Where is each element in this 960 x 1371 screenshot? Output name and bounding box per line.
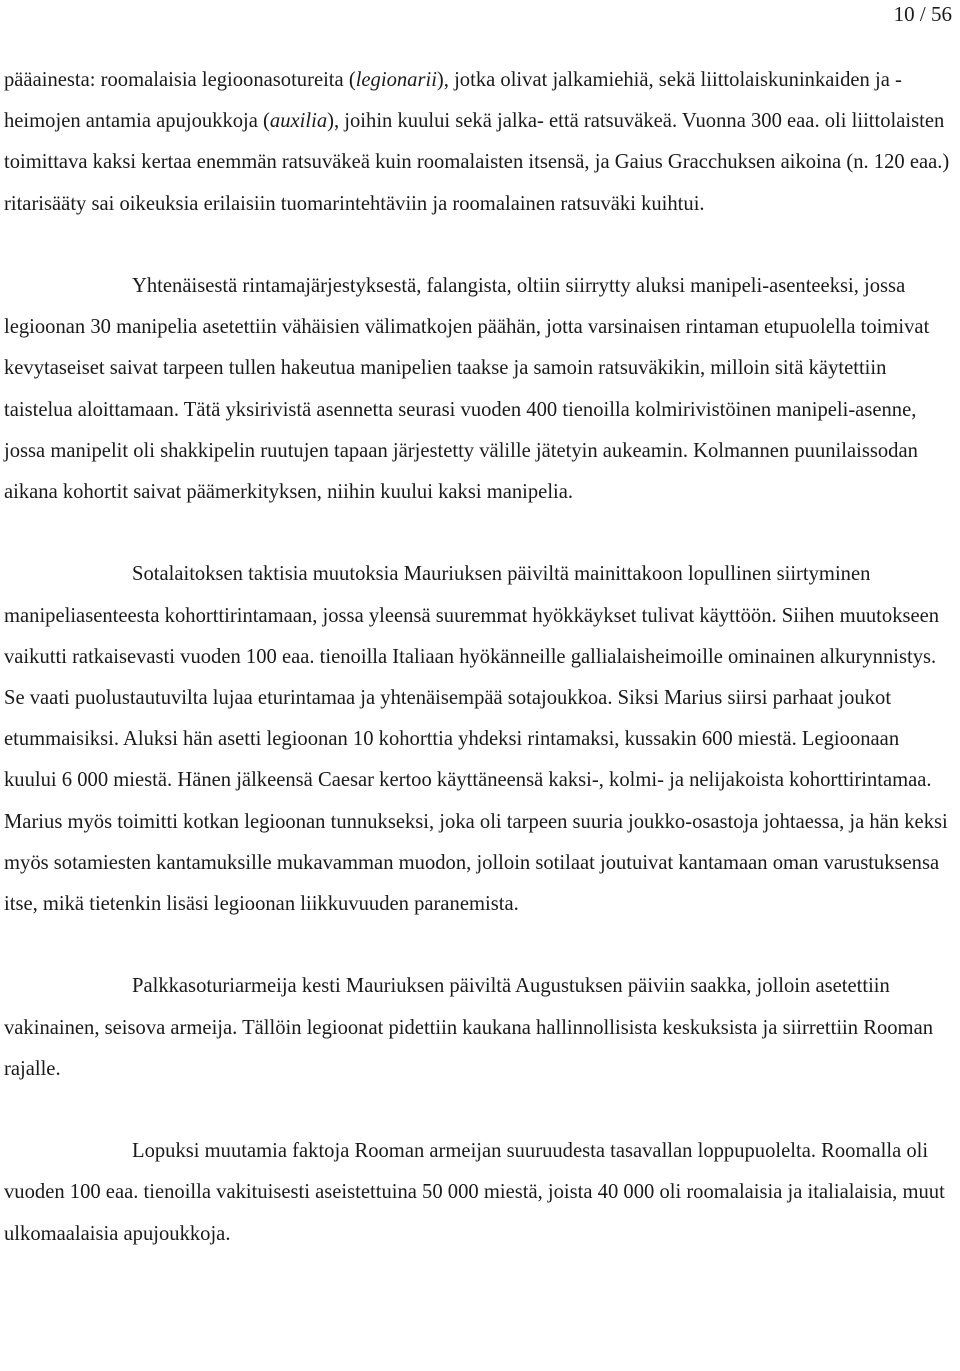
document-body [4,60,952,1255]
paragraph-legions [4,60,952,225]
paragraph-spacer [4,513,952,554]
latin-term-legionarii: legionarii [355,69,437,91]
paragraph-formations: Yhtenäisestä rintamajärjestyksestä, falangista, oltiin siirrytty aluksi manipeli-asenteeksi, jossa legioonan 30 manipelia asetettiin vähäisien välimatkojen päähän, jotta varsinaisen rintaman etupuolella toimivat kevytaseiset saivat tarpeen tullen hakeutua manipelien taakse ja samoin ratsuväkikin, milloin sitä käytettiin taistelua aloittamaan. Tätä yksirivistä asennetta seurasi vuoden 400 tienoilla kolmirivistöinen manipeli-asenne, jossa manipelit oli shakkipelin ruutujen tapaan järjestetty välille jätetyin aukeamin. Kolmannen puunilaissodan aikana kohortit saivat päämerkityksen, niihin kuului kaksi manipelia. [4,275,930,504]
text-segment: pääainesta: roomalaisia legioonasotureita ( [4,69,356,91]
paragraph-spacer [4,1090,952,1131]
text-segment: ), jotka olivat jalkamiehiä, sekä liittolaiskuninkaiden ja -heimojen antamia apujoukkoja ( [4,69,902,133]
latin-term-auxilia: auxilia [269,110,328,133]
paragraph-tactics: Sotalaitoksen taktisia muutoksia Mauriuksen päiviltä mainittakoon lopullinen siirtyminen manipeliasenteesta kohorttirintamaan, jossa yleensä suuremmat hyökkäykset tulivat käyttöön. Siihen muutokseen vaikutti ratkaisevasti vuoden 100 eaa. tienoilla Italiaan hyökänneille gallialaisheimoille ominainen alkurynnistys. Se vaati puolustautuvilta lujaa eturintamaa ja yhtenäisempää sotajoukkoa. Siksi Marius siirsi parhaat joukot etummaisiksi. Aluksi hän asetti legioonan 10 kohorttia yhdeksi rintamaksi, kussakin 600 miestä. Legioonaan kuului 6 000 miestä. Hänen jälkeensä Caesar kertoo käyttäneensä kaksi-, kolmi- ja nelijakoista kohorttirintamaa. Marius myös toimitti kotkan legioonan tunnukseksi, joka oli tarpeen suuria joukko-osastoja johtaessa, ja hän keksi myös sotamiesten kantamuksille mukavamman muodon, jolloin sotilaat joutuivat kantamaan oman varustuksensa itse, mikä tietenkin lisäsi legioonan liikkuvuuden paranemista. [4,563,948,916]
paragraph-standing-army: Palkkasoturiarmeija kesti Mauriuksen päiviltä Augustuksen päiviin saakka, jolloin asetettiin vakinainen, seisova armeija. Tällöin legioonat pidettiin kaukana hallinnollisista keskuksista ja siirrettiin Rooman rajalle. [4,975,934,1080]
paragraph-spacer [4,225,952,266]
paragraph-spacer [4,925,952,966]
paragraph-army-size: Lopuksi muutamia faktoja Rooman armeijan suuruudesta tasavallan loppupuolelta. Roomalla oli vuoden 100 eaa. tienoilla vakituisesti aseistettuina 50 000 miestä, joista 40 000 oli roomalaisia ja italialaisia, muut ulkomaalaisia apujoukkoja. [4,1140,945,1245]
page-number: 10 / 56 [893,2,952,26]
text-segment: ), joihin kuului sekä jalka- että ratsuväkeä. Vuonna 300 eaa. oli liittolaisten toimittava kaksi kertaa enemmän ratsuväkeä kuin roomalaisten itsensä, ja Gaius Gracchuksen aikoina (n. 120 eaa.) ritarisääty sai oikeuksia erilaisiin tuomarintehtäviin ja roomalainen ratsuväki kuihtui. [4,110,950,215]
